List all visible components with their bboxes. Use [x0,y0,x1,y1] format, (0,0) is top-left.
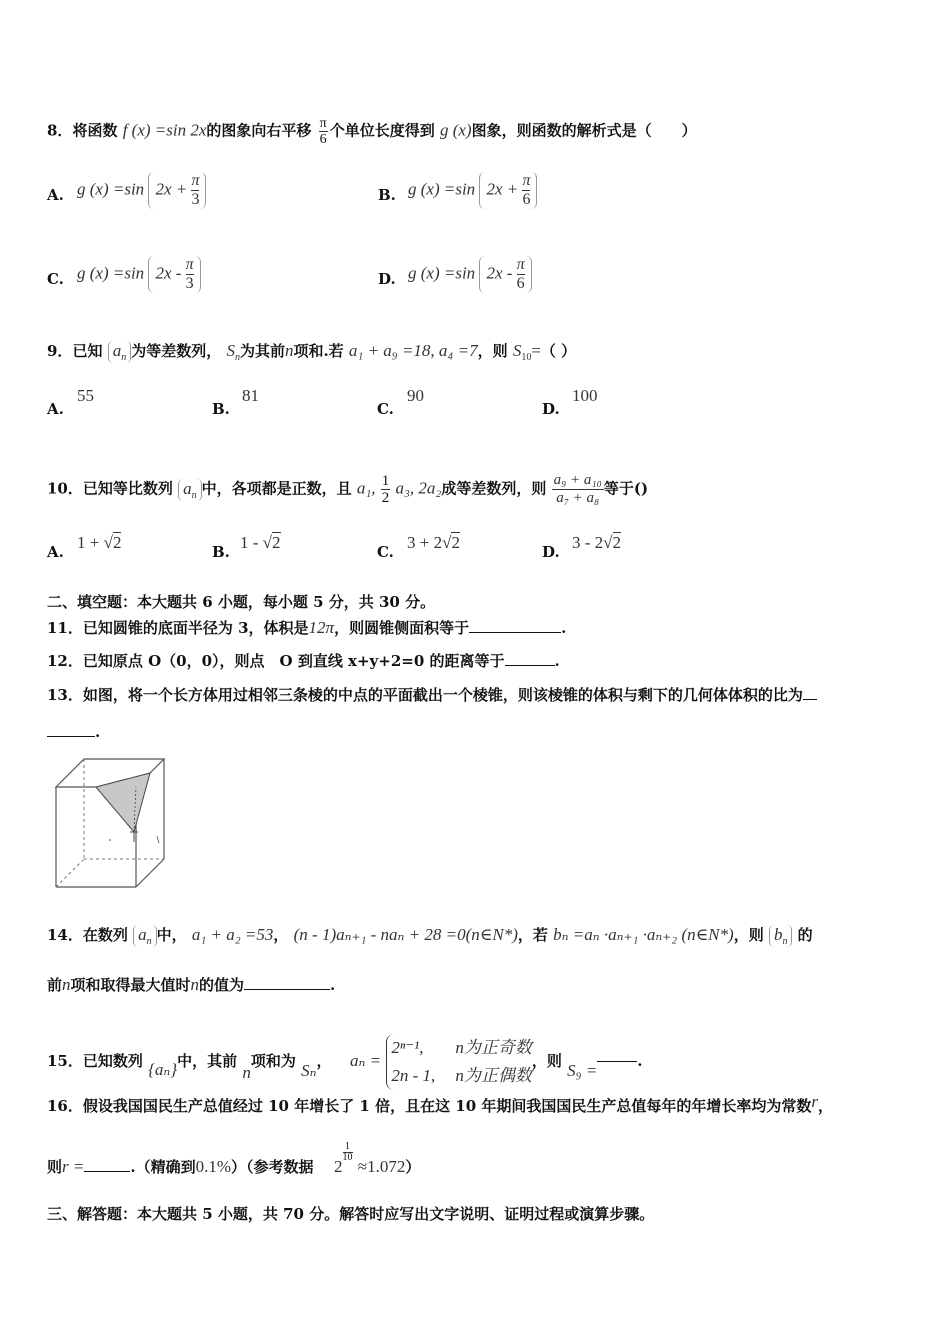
q10-option-d[interactable]: 3 - 2√2 [572,533,622,552]
q10-option-a[interactable]: 1 + √2 [77,533,122,552]
q9-stem: 9．已知 $a_n$ 为等差数列， $S_n$为其前n项和.若 a₁ + a₉ =18, a₄ =7，则 $S_{10}=$（ ） [47,341,577,363]
q14-sequence-bn: $b_n$ [769,925,793,947]
q14-number: 14． [47,926,83,944]
section-3-heading: 三、解答题：本大题共 5 小题，共 70 分。解答时应写出文字说明、证明过程或演算步骤。 [47,1205,655,1223]
q8-option-c[interactable]: g (x) =sin 2x - $\frac{\pi}{3}$ [77,256,201,293]
q8-option-b[interactable]: g (x) =sin 2x + $\frac{\pi}{6}$ [408,172,537,209]
q13-stem: 13．如图，将一个长方体用过相邻三条棱的中点的平面截出一个棱锥，则该棱锥的体积与剩下的几何体体积的比为 [47,684,817,705]
q8-pi-over-6: $\frac{\pi}{6}$ [319,116,327,147]
q9-option-a-value[interactable]: 55 [77,386,94,405]
q9-S10: S [512,341,522,360]
q15-sequence: {aₙ} [148,1060,178,1079]
q16-ref-base: 2 [334,1157,343,1176]
q11-stem: 11．已知圆锥的底面半径为 3，体积是12π，则圆锥侧面积等于 . [47,618,567,637]
q15-stem: 15．已知数列 {aₙ}中，其前 n项和为 Sₙ， aₙ = 2ⁿ⁻¹, n为正奇数 2n - 1, n为正偶数 ，则 S₉ = . [47,1034,642,1090]
q9-option-c-label[interactable]: C. [377,400,394,418]
q13-number: 13． [47,686,83,704]
q8-option-a[interactable]: g (x) =sin 2x + $\frac{\pi}{3}$ [77,172,206,209]
q10-number: 10． [47,479,83,498]
q15-answer-blank[interactable] [597,1047,637,1062]
q12-answer-blank[interactable] [505,651,555,666]
q13-answer-blank-2[interactable] [47,722,95,737]
q12-stem: 12．已知原点 O（0，0），则点 O 到直线 x+y+2=0 的距离等于 . [47,652,560,670]
q12-number: 12． [47,652,83,670]
q8-stem: 8．将函数 f (x) =sin 2x的图象向右平移 $\frac{\pi}{6}$ 个单位长度得到 g (x)图象，则函数的解析式是（ ） [47,116,697,147]
q13-cuboid-figure [52,756,168,890]
q16-answer-blank[interactable] [84,1157,130,1172]
q14-answer-blank[interactable] [244,975,330,990]
q16-stem: 16．假设我国国民生产总值经过 10 年增长了 1 倍，且在这 10 年期间我国国民生产总值每年的年增长率均为常数r， [47,1092,834,1115]
q9-number: 9． [47,342,73,360]
q9-option-b-value[interactable]: 81 [242,386,259,405]
q8-option-c-label[interactable]: C. [47,270,64,288]
q11-answer-blank[interactable] [469,618,561,633]
q15-an-lhs: aₙ = [350,1051,382,1070]
q11-volume: 12π [308,618,335,637]
q8-f-expr: f (x) =sin 2x [122,120,207,140]
q16-ref-exponent: $\frac{1}{10}$ [342,1141,353,1163]
q10-option-d-label[interactable]: D. [542,543,560,561]
q9-condition: a₁ + a₉ =18, a₄ =7 [348,341,478,360]
q14-sequence-an: $a_n$ [133,925,157,947]
q16-stem-line2: 则r = .（精确到0.1%）（参考数据 2 $\frac{1}{10}$ ≈1.072） [47,1141,421,1176]
q16-precision: 0.1% [195,1157,232,1176]
q14-cond-1: a₁ + a₂ =53 [191,925,274,944]
q10-stem: 10．已知等比数列 $a_n$ 中，各项都是正数，且 a₁, $\frac{1}{2}$ a₃, 2a₂成等差数列，则 $\frac{\text{a₉ + a₁₀}}{\text{a₇ + a₈}}$ 等于() [47,472,649,506]
q9-option-d-value[interactable]: 100 [572,386,598,405]
q16-number: 16． [47,1097,83,1115]
q9-Sn: S [226,341,235,360]
q9-option-b-label[interactable]: B. [212,400,230,418]
q13-stem-line2: . [47,722,100,741]
q8-option-a-label[interactable]: A. [47,186,64,204]
q10-option-c[interactable]: 3 + 2√2 [407,533,460,552]
q9-option-a-label[interactable]: A. [47,400,64,418]
q15-S9: S₉ = [567,1061,598,1080]
q9-option-c-value[interactable]: 90 [407,386,424,405]
q14-bn-def: bₙ =aₙ ·aₙ₊₁ ·aₙ₊₂ (n∈N*) [553,925,734,944]
q15-piecewise: 2ⁿ⁻¹, n为正奇数 2n - 1, n为正偶数 [386,1034,532,1090]
q10-one-half: $\frac{1}{2}$ [381,473,390,506]
q16-ref-approx: ≈1.072 [357,1157,406,1176]
q8-number: 8． [47,121,73,140]
section-2-heading: 二、填空题：本大题共 6 小题，每小题 5 分，共 30 分。 [47,593,436,611]
q10-option-b-label[interactable]: B. [212,543,230,561]
q15-Sn: Sₙ [301,1061,317,1080]
q11-number: 11． [47,619,83,637]
q8-option-b-label[interactable]: B. [378,186,396,204]
q9-sequence-an: $a_n$ [108,341,132,363]
q10-option-b[interactable]: 1 - √2 [240,533,281,552]
q15-number: 15． [47,1052,83,1070]
q14-stem: 14．在数列 $a_n$ 中， a₁ + a₂ =53， (n - 1)aₙ₊₁ - naₙ + 28 =0(n∈N*)，若 bₙ =aₙ ·aₙ₊₁ ·aₙ₊₂ (n∈N*)，则 $b_n$ 的 [47,925,813,947]
q8-g-expr: g (x) [439,120,472,140]
q10-sequence-an: $a_n$ [178,479,202,501]
q10-option-c-label[interactable]: C. [377,543,394,561]
q14-stem-line2: 前n项和取得最大值时n的值为 . [47,975,336,994]
q13-answer-blank-1[interactable] [803,685,817,700]
q9-option-d-label[interactable]: D. [542,400,560,418]
q8-option-d-label[interactable]: D. [378,270,396,288]
q8-option-d[interactable]: g (x) =sin 2x - $\frac{\pi}{6}$ [408,256,532,293]
q10-option-a-label[interactable]: A. [47,543,64,561]
q10-ratio: $\frac{\text{a₉ + a₁₀}}{\text{a₇ + a₈}}$ [553,472,602,506]
q14-recurrence: (n - 1)aₙ₊₁ - naₙ + 28 =0(n∈N*) [293,925,518,944]
